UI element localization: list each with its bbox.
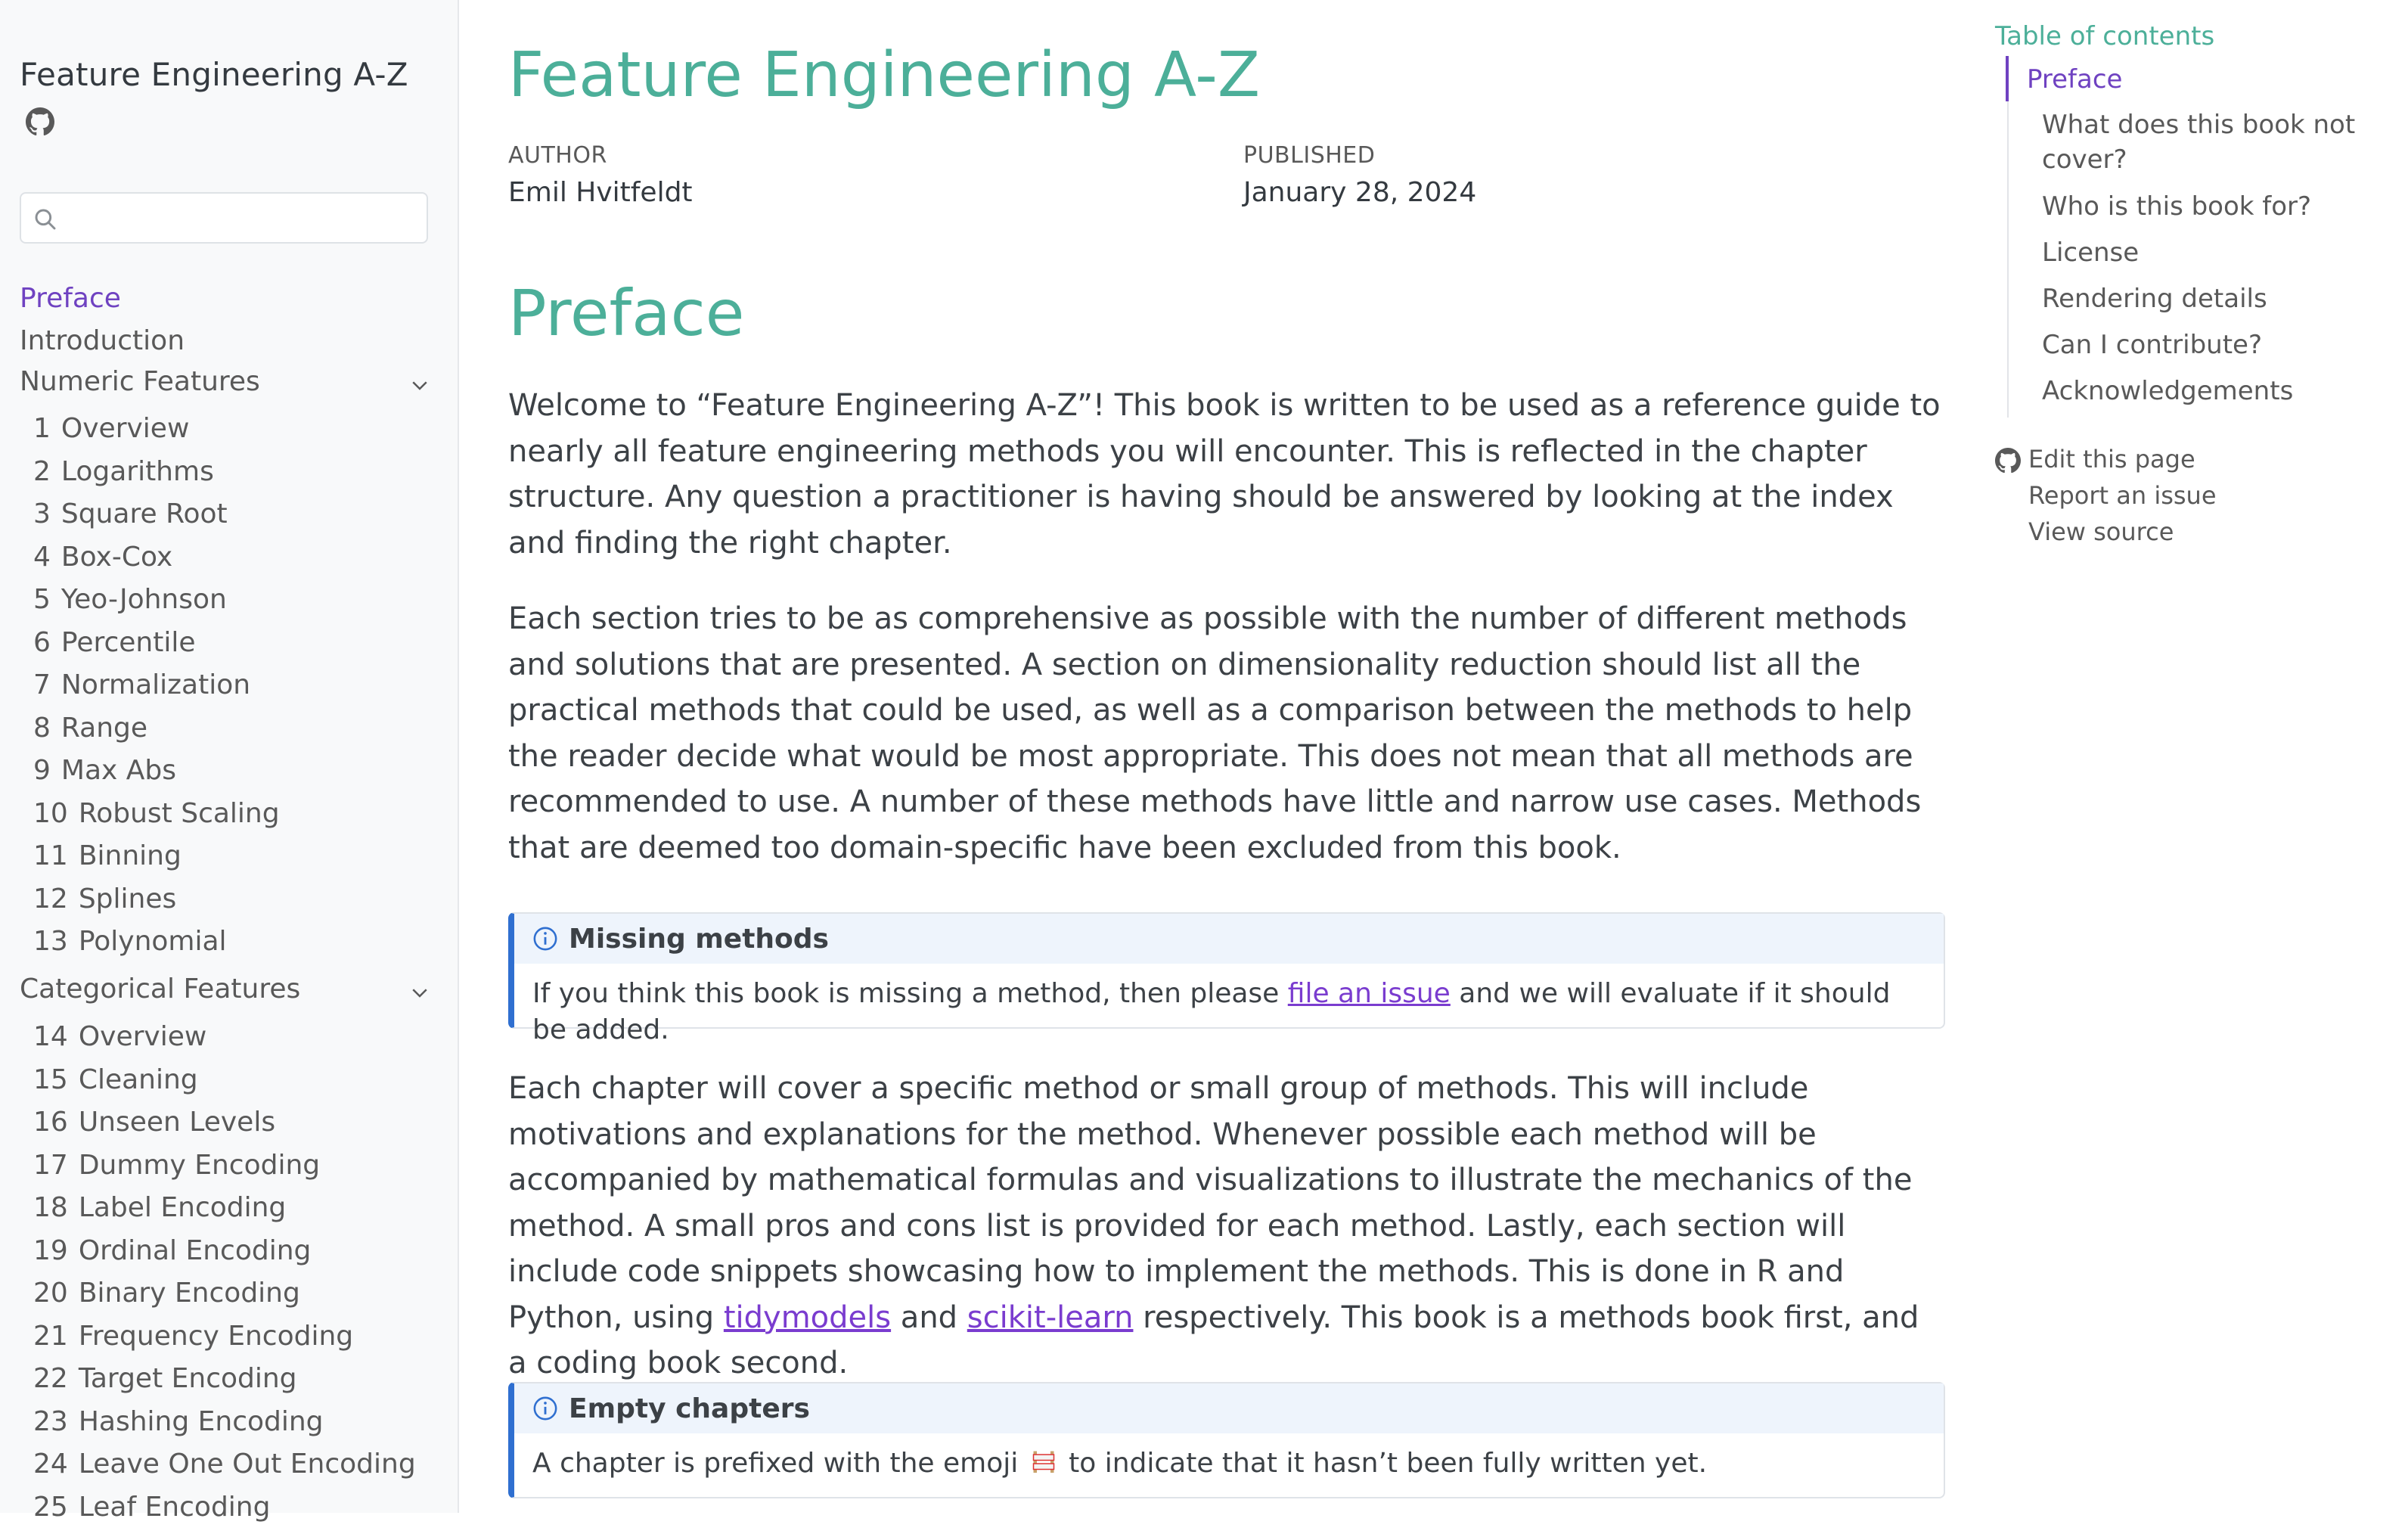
- callout-missing-methods: [508, 912, 1945, 1029]
- author-value: Emil Hvitfeldt: [508, 177, 693, 208]
- callout-header: [514, 1383, 1944, 1433]
- sidebar-chapter-item[interactable]: [33, 798, 280, 841]
- chapter-label: Cleaning: [79, 1064, 198, 1095]
- chapter-label: Logarithms: [61, 456, 214, 487]
- sidebar-chapter-item[interactable]: [33, 1406, 416, 1449]
- paragraph-text: and: [891, 1300, 967, 1335]
- chapter-label: Unseen Levels: [79, 1107, 275, 1138]
- chevron-down-icon[interactable]: [408, 981, 431, 1004]
- chapter-label: Robust Scaling: [79, 798, 280, 829]
- paragraph-intro: Welcome to “Feature Engineering A-Z”! This book is written to be used as a reference guide to nearly all feature engineering methods you will encounter. This is reflected in the chapter structure. Any question a practitioner is having should be answered by looking at the index and finding the right chapter.: [508, 383, 1945, 566]
- section-heading-preface: Preface: [508, 276, 744, 350]
- chevron-down-icon[interactable]: [408, 374, 431, 396]
- chapter-number: 9: [33, 755, 51, 786]
- page-title: Feature Engineering A-Z: [508, 39, 1260, 111]
- chapter-label: Percentile: [61, 627, 196, 658]
- sidebar-chapter-item[interactable]: [33, 1363, 416, 1406]
- chapter-number: 10: [33, 798, 68, 829]
- edit-this-page-link[interactable]: Edit this page: [2028, 445, 2195, 474]
- chapter-number: 25: [33, 1492, 68, 1523]
- sidebar-chapter-item[interactable]: [33, 456, 280, 499]
- sidebar-chapter-item[interactable]: [33, 1064, 416, 1107]
- callout-body: [514, 964, 1944, 1062]
- chapter-label: Yeo-Johnson: [61, 584, 227, 615]
- toc-item-what-not-cover[interactable]: What does this book not cover?: [2042, 107, 2375, 177]
- chapter-number: 5: [33, 584, 51, 615]
- chapter-label: Box-Cox: [61, 542, 172, 573]
- sidebar-chapter-item[interactable]: [33, 1492, 416, 1534]
- numeric-features-list: [33, 413, 280, 969]
- report-an-issue-link[interactable]: Report an issue: [2028, 481, 2217, 510]
- view-source-link[interactable]: View source: [2028, 517, 2174, 546]
- sidebar-chapter-item[interactable]: [33, 883, 280, 927]
- callout-header: [514, 914, 1944, 964]
- chapter-label: Square Root: [61, 498, 228, 529]
- chapter-label: Dummy Encoding: [79, 1150, 320, 1181]
- chapter-number: 23: [33, 1406, 68, 1437]
- sidebar-section-categorical-features[interactable]: [20, 974, 433, 1011]
- paragraph-scope: Each section tries to be as comprehensive as possible with the number of different methods and solutions that are presented. A section on dimensionality reduction should list all the practical methods that could be used, as well as a comparison between the methods to help the reader decide what would be most appropriate. This does not mean that all methods are recommended to use. A number of these methods have little and narrow use cases. Methods that are deemed too domain-specific have been excluded from this book.: [508, 596, 1945, 871]
- chapter-label: Polynomial: [79, 926, 227, 957]
- toc-title: Table of contents: [1995, 21, 2214, 51]
- chapter-number: 19: [33, 1235, 68, 1266]
- chapter-label: Leave One Out Encoding: [79, 1449, 416, 1480]
- file-an-issue-link[interactable]: file an issue: [1288, 978, 1451, 1009]
- chapter-number: 8: [33, 713, 51, 744]
- sidebar-chapter-item[interactable]: [33, 1107, 416, 1150]
- chapter-number: 21: [33, 1321, 68, 1352]
- search-box: [20, 192, 428, 244]
- chapter-label: Binary Encoding: [79, 1278, 300, 1309]
- chapter-label: Splines: [79, 883, 176, 914]
- published-label: PUBLISHED: [1243, 142, 1375, 169]
- toc-item-rendering-details[interactable]: Rendering details: [2042, 281, 2375, 316]
- chapter-number: 12: [33, 883, 68, 914]
- categorical-features-list: [33, 1021, 416, 1534]
- sidebar-chapter-item[interactable]: [33, 584, 280, 627]
- chapter-number: 17: [33, 1150, 68, 1181]
- callout-text: A chapter is prefixed with the emoji: [532, 1448, 1027, 1479]
- toc-item-who-for[interactable]: Who is this book for?: [2042, 189, 2375, 224]
- callout-text: to indicate that it hasn’t been fully written yet.: [1060, 1448, 1707, 1479]
- sidebar-chapter-item[interactable]: [33, 413, 280, 456]
- toc-item-license[interactable]: License: [2042, 235, 2375, 270]
- sidebar-chapter-item[interactable]: [33, 1321, 416, 1364]
- callout-empty-chapters: [508, 1382, 1945, 1498]
- sidebar-chapter-item[interactable]: [33, 1449, 416, 1492]
- chapter-label: Target Encoding: [79, 1363, 297, 1394]
- sidebar-chapter-item[interactable]: [33, 840, 280, 883]
- chapter-number: 15: [33, 1064, 68, 1095]
- chapter-number: 20: [33, 1278, 68, 1309]
- sidebar-chapter-item[interactable]: [33, 755, 280, 798]
- chapter-number: 7: [33, 669, 51, 700]
- sidebar-chapter-item[interactable]: [33, 627, 280, 670]
- chapter-number: 14: [33, 1021, 68, 1052]
- tidymodels-link[interactable]: tidymodels: [724, 1300, 891, 1335]
- github-icon[interactable]: [26, 107, 54, 136]
- chapter-number: 2: [33, 456, 51, 487]
- chapter-label: Overview: [61, 413, 190, 444]
- chapter-number: 3: [33, 498, 51, 529]
- github-icon: [1995, 448, 2021, 474]
- sidebar-chapter-item[interactable]: [33, 713, 280, 756]
- callout-body: [514, 1433, 1944, 1495]
- chapter-label: Range: [61, 713, 147, 744]
- chapter-number: 22: [33, 1363, 68, 1394]
- sidebar-chapter-item[interactable]: [33, 926, 280, 969]
- chapter-label: Leaf Encoding: [79, 1492, 271, 1523]
- sidebar-item-preface[interactable]: Preface: [20, 283, 121, 314]
- chapter-label: Hashing Encoding: [79, 1406, 324, 1437]
- toc-item-preface[interactable]: Preface: [2027, 62, 2360, 97]
- section-label: Categorical Features: [20, 974, 300, 1005]
- info-icon: [532, 1396, 558, 1421]
- chapter-number: 16: [33, 1107, 68, 1138]
- sidebar-chapter-item[interactable]: [33, 498, 280, 542]
- chapter-number: 13: [33, 926, 68, 957]
- callout-title: Empty chapters: [569, 1393, 810, 1424]
- paragraph-chapters: [508, 1066, 1945, 1386]
- callout-text: and we will evaluate if it should be added.: [532, 978, 1890, 1045]
- scikit-learn-link[interactable]: scikit-learn: [967, 1300, 1134, 1335]
- paragraph-text: Each chapter will cover a specific method or small group of methods. This will include motivations and explanations for the method. Whenever possible each method will be accompanied by mathematical formulas and visualizations to illustrate the mechanics of the method. A small pros and cons list is provided for each method. Lastly, each section will include code snippets showcasing how to implement the methods. This is done in R and Python, using: [508, 1071, 1912, 1335]
- callout-text: If you think this book is missing a method, then please: [532, 978, 1288, 1009]
- info-icon: [532, 926, 558, 952]
- sidebar-chapter-item[interactable]: [33, 1150, 416, 1193]
- sidebar-chapter-item[interactable]: [33, 1192, 416, 1235]
- toc-item-acknowledgements[interactable]: Acknowledgements: [2042, 374, 2375, 408]
- construction-icon: [1030, 1448, 1057, 1475]
- chapter-label: Overview: [79, 1021, 207, 1052]
- chapter-label: Frequency Encoding: [79, 1321, 353, 1352]
- toc-active-indicator: [2006, 56, 2009, 101]
- chapter-label: Normalization: [61, 669, 250, 700]
- chapter-number: 4: [33, 542, 51, 573]
- paragraph-text: respectively. This book is a methods book first, and a coding book second.: [508, 1300, 1919, 1381]
- callout-title: Missing methods: [569, 924, 829, 955]
- sidebar-chapter-item[interactable]: [33, 1021, 416, 1064]
- toc-item-contribute[interactable]: Can I contribute?: [2042, 328, 2375, 362]
- chapter-number: 18: [33, 1192, 68, 1223]
- sidebar-chapter-item[interactable]: [33, 1235, 416, 1278]
- chapter-number: 24: [33, 1449, 68, 1480]
- chapter-number: 1: [33, 413, 51, 444]
- sidebar-chapter-item[interactable]: [33, 669, 280, 713]
- chapter-label: Max Abs: [61, 755, 176, 786]
- chapter-label: Ordinal Encoding: [79, 1235, 312, 1266]
- sidebar-chapter-item[interactable]: [33, 1278, 416, 1321]
- toc-rail: [2007, 56, 2009, 418]
- published-value: January 28, 2024: [1243, 177, 1476, 208]
- sidebar-chapter-item[interactable]: [33, 542, 280, 585]
- author-label: AUTHOR: [508, 142, 607, 169]
- sidebar: [0, 0, 459, 1513]
- section-label: Numeric Features: [20, 366, 260, 397]
- book-title[interactable]: Feature Engineering A-Z: [20, 56, 408, 93]
- sidebar-item-introduction[interactable]: Introduction: [20, 325, 185, 356]
- chapter-label: Label Encoding: [79, 1192, 286, 1223]
- search-input[interactable]: [67, 200, 414, 238]
- chapter-number: 6: [33, 627, 51, 658]
- chapter-number: 11: [33, 840, 68, 871]
- sidebar-section-numeric-features[interactable]: [20, 366, 433, 404]
- search-icon: [33, 207, 57, 231]
- chapter-label: Binning: [79, 840, 182, 871]
